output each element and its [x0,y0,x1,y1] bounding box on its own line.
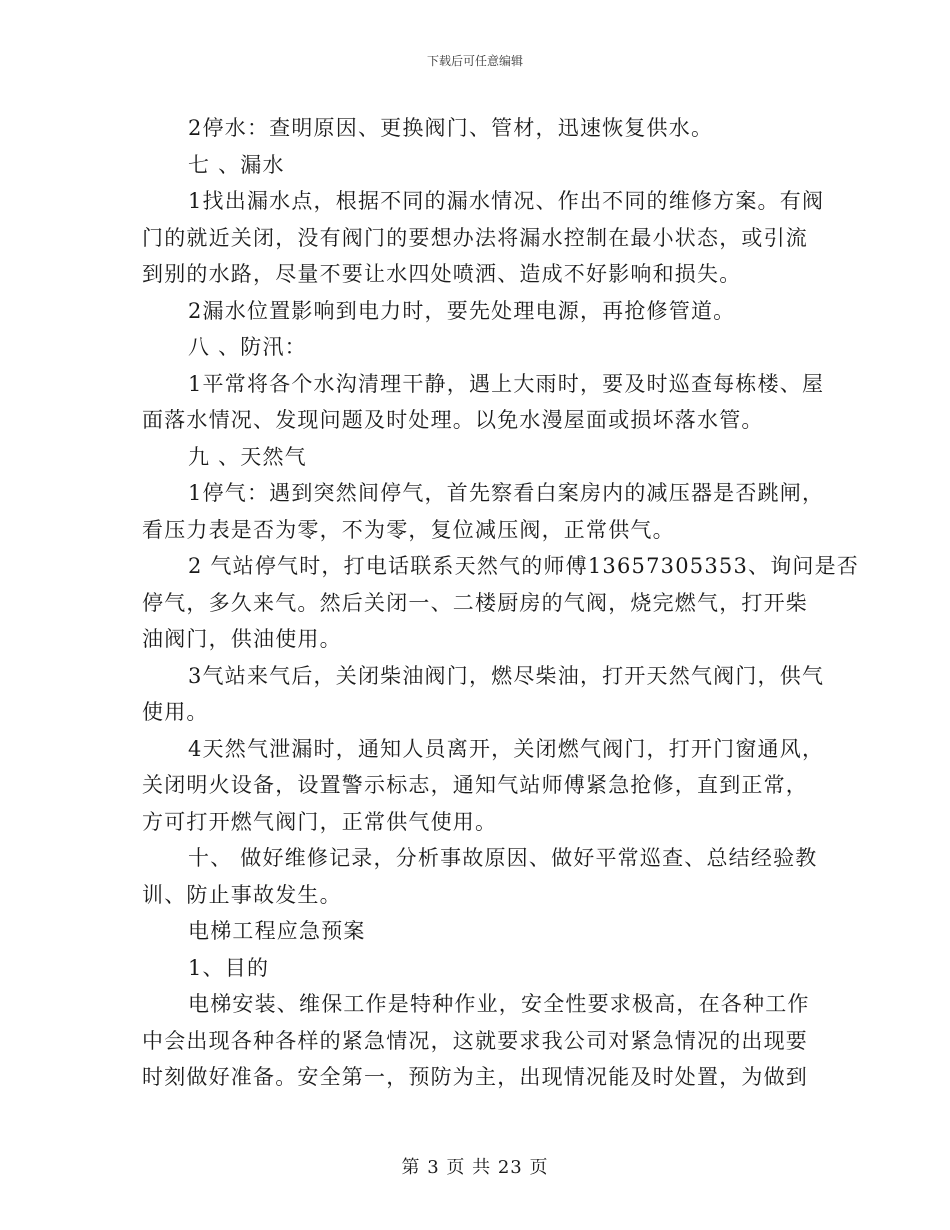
text-line: 1平常将各个水沟清理干静，遇上大雨时，要及时巡查每栋楼、屋 [188,371,825,396]
text-line: 关闭明火设备，设置警示标志，通知气站师傅紧急抢修，直到正常， [142,773,808,797]
text-line: 九 、天然气 [188,444,307,469]
text-line: 训、防止事故发生。 [142,882,342,907]
text-line: 1找出漏水点，根据不同的漏水情况、作出不同的维修方案。有阀 [188,189,825,213]
text-line: 时刻做好准备。安全第一，预防为主，出现情况能及时处置，为做到 [142,1065,808,1089]
text-line: 到别的水路，尽量不要让水四处喷洒、造成不好影响和损失。 [142,262,742,286]
page-number-footer: 第 3 页 共 23 页 [401,1157,549,1178]
document-body [142,110,860,1096]
text-line: 中会出现各种各样的紧急情况，这就要求我公司对紧急情况的出现要 [142,1028,808,1053]
text-line: 方可打开燃气阀门，正常供气使用。 [142,809,498,834]
text-line: 十、 做好维修记录，分析事故原因、做好平常巡查、总结经验教 [188,846,818,870]
text-line: 七 、漏水 [188,152,285,177]
text-line: 2停水：查明原因、更换阀门、管材，迅速恢复供水。 [188,116,714,140]
text-line: 油阀门，供油使用。 [142,627,342,651]
text-line: 2漏水位置影响到电力时，要先处理电源，再抢修管道。 [188,298,736,323]
text-line: 看压力表是否为零，不为零，复位减压阀，正常供气。 [142,517,675,542]
text-line: 3气站来气后，关闭柴油阀门，燃尽柴油，打开天然气阀门，供气 [188,663,825,688]
text-line: 2 气站停气时，打电话联系天然气的师傅13657305353、询问是否 [188,554,860,578]
page-header-note: 下载后可任意编辑 [426,54,523,68]
text-line: 门的就近关闭，没有阀门的要想办法将漏水控制在最小状态，或引流 [142,225,808,250]
text-line: 使用。 [142,700,209,724]
text-line: 电梯工程应急预案 [188,919,366,943]
text-line: 面落水情况、发现问题及时处理。以免水漫屋面或损坏落水管。 [142,408,764,432]
text-line: 1停气：遇到突然间停气，首先察看白案房内的减压器是否跳闸， [188,481,825,505]
text-line: 停气，多久来气。然后关闭一、二楼厨房的气阀，烧完燃气，打开柴 [142,590,808,615]
text-line: 八 、防汛： [188,335,307,359]
text-line: 电梯安装、维保工作是特种作业，安全性要求极高，在各种工作 [188,992,810,1016]
text-line: 4天然气泄漏时，通知人员离开，关闭燃气阀门，打开门窗通风， [188,736,825,761]
text-line: 1、目的 [188,955,270,980]
